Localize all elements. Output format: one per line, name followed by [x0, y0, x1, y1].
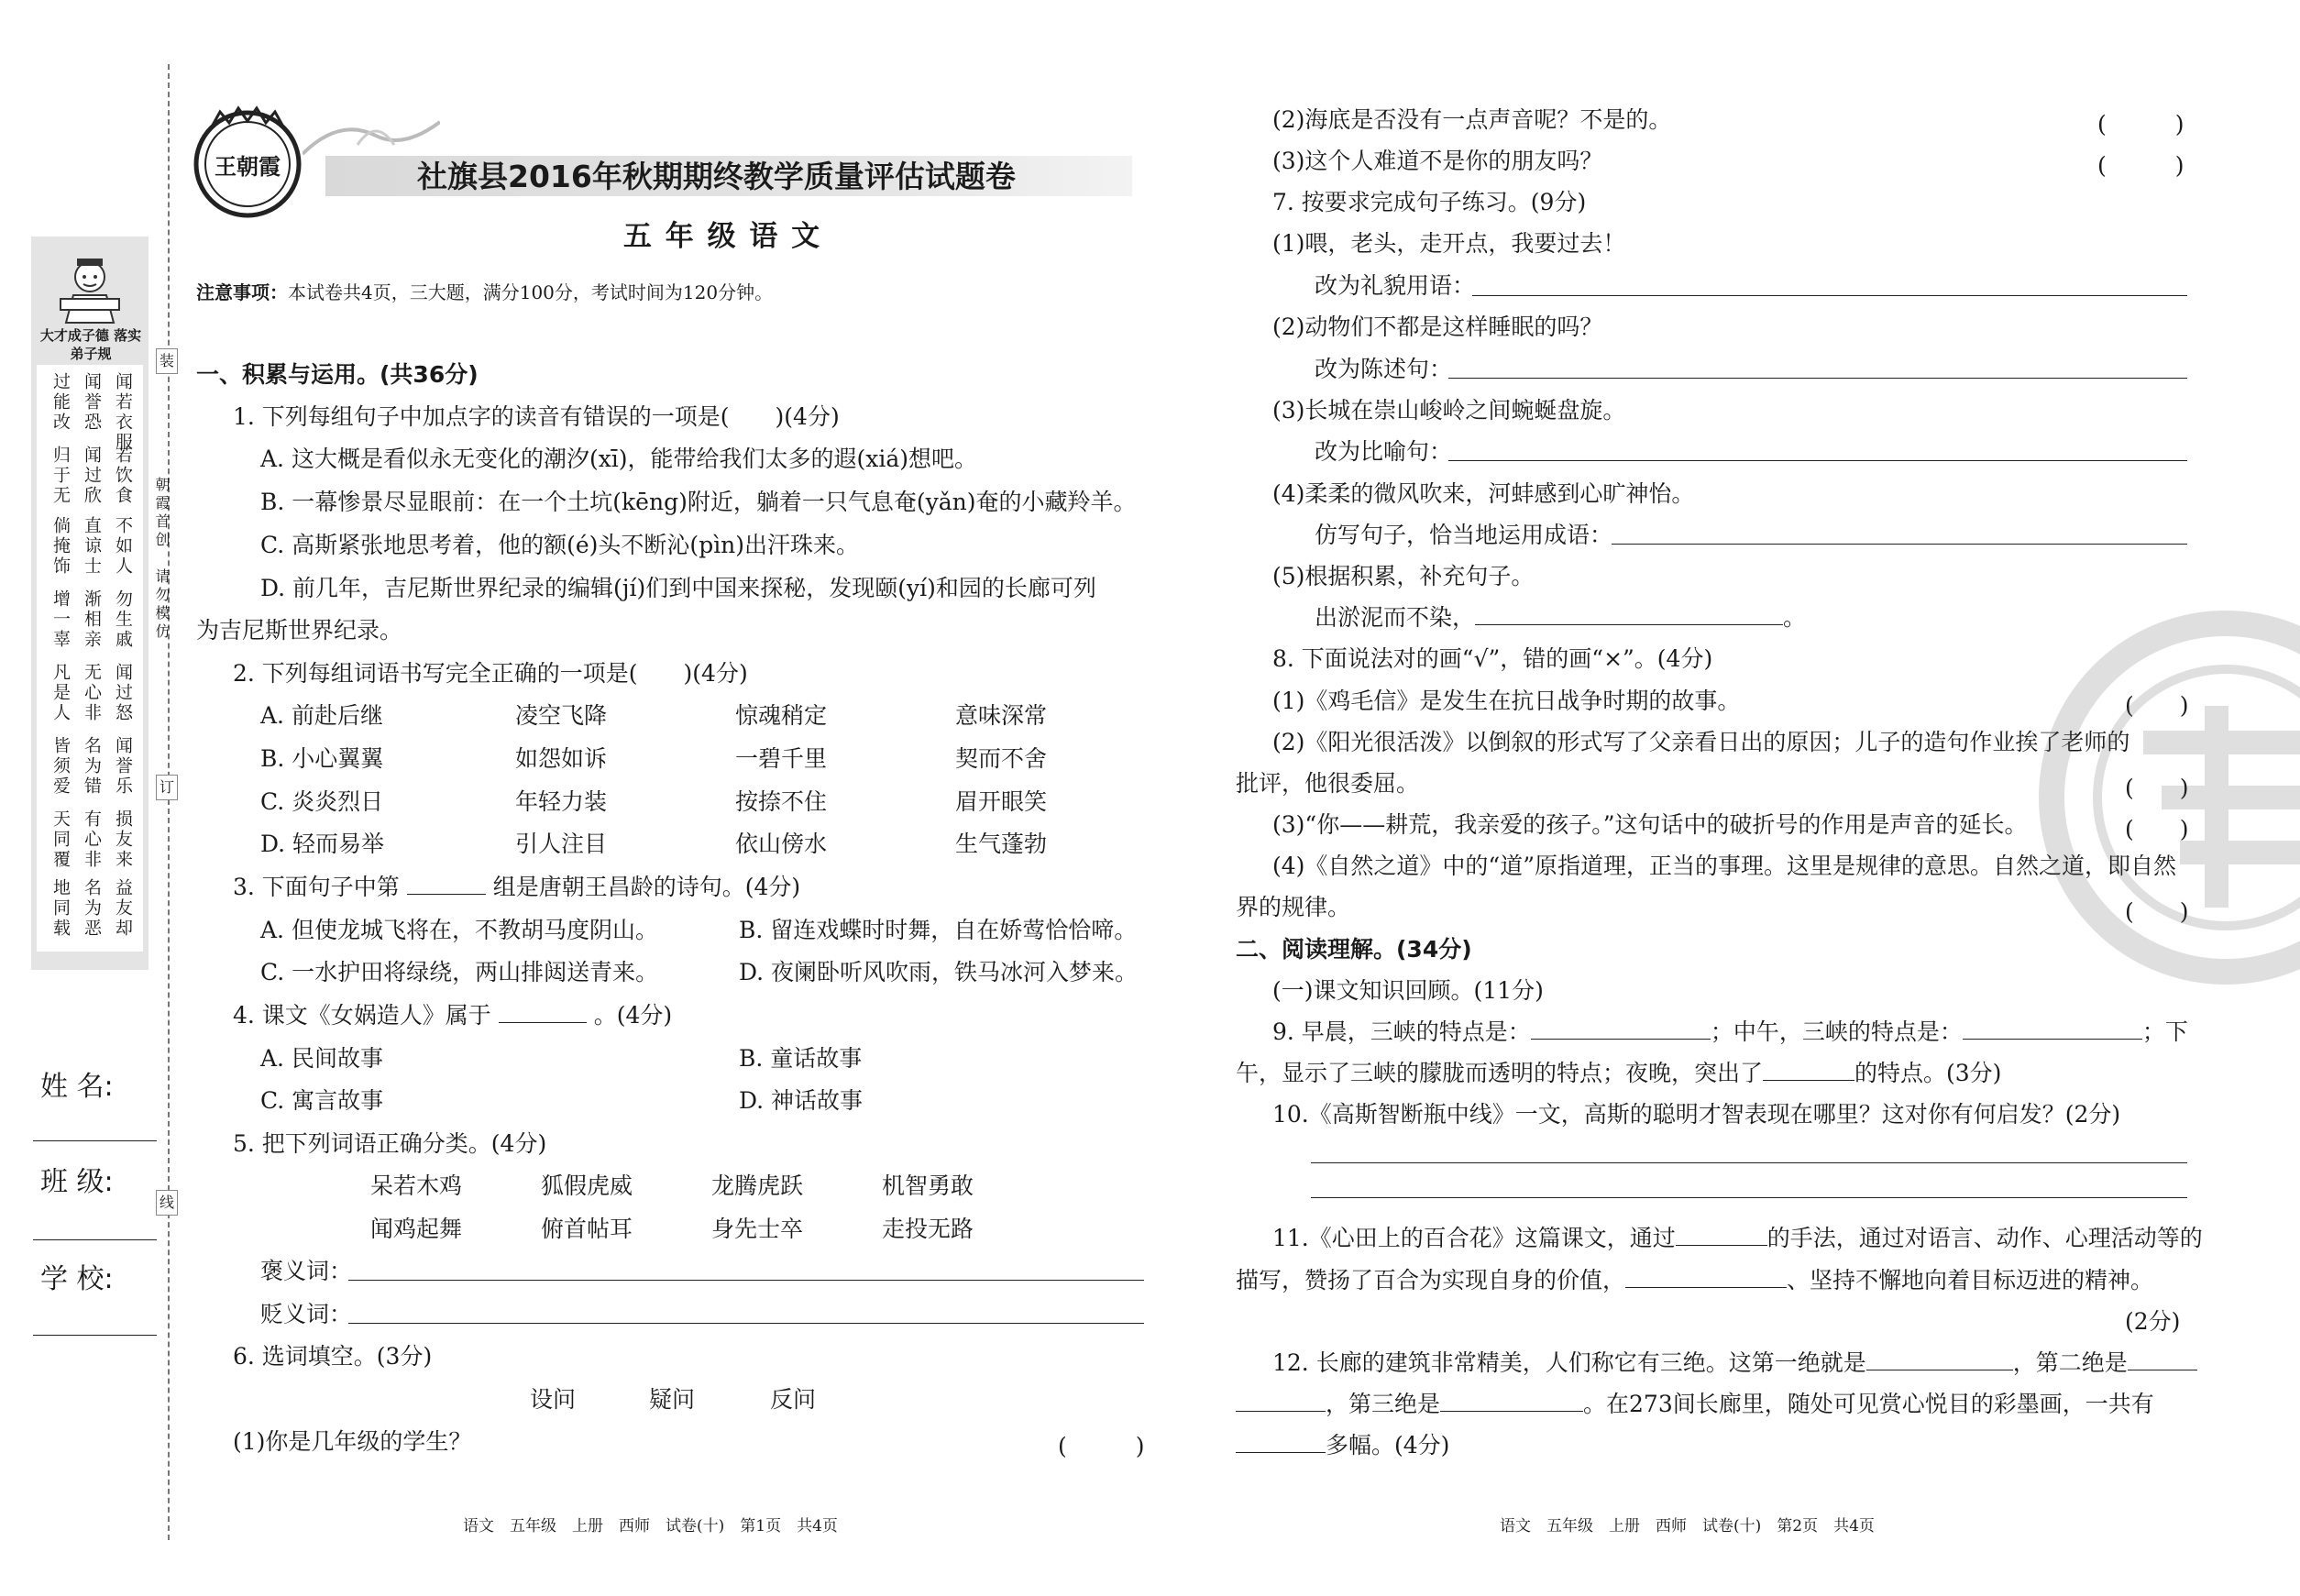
q7-item-5-task — [1315, 604, 1806, 632]
q12-blank-3[interactable] — [1440, 1391, 1583, 1412]
q2-c4: 眉开眼笑 — [955, 788, 1048, 815]
name-label: 姓 名: — [40, 1071, 114, 1103]
section2-heading: 二、阅读理解。(34分) — [1236, 936, 1472, 963]
q7-item-5: (5)根据积累，补充句子。 — [1272, 563, 1535, 589]
q3-option-d: D. 夜阑卧听风吹雨，铁马冰河入梦来。 — [739, 959, 1139, 985]
q2-c2: 年轻力装 — [515, 788, 608, 815]
q2-d4: 生气蓬勃 — [955, 831, 1048, 857]
q12-line-2 — [1236, 1391, 2154, 1418]
q9-blank-2[interactable] — [1963, 1018, 2142, 1040]
q11-line-2 — [1236, 1267, 2153, 1294]
q4-stem-b: 。(4分) — [593, 1002, 673, 1029]
section1-heading: 一、积累与运用。(共36分) — [196, 361, 479, 388]
q9-c: ；下 — [2141, 1018, 2188, 1045]
q2-a3: 惊魂稍定 — [735, 702, 828, 729]
q4-stem-a: 4. 课文《女娲造人》属于 — [233, 1002, 491, 1029]
q8-answer-2[interactable]: ( ) — [2125, 775, 2189, 801]
q12-e: 多幅。(4分) — [1326, 1432, 1450, 1458]
q8-stem: 8. 下面说法对的画“√”，错的画“×”。(4分) — [1272, 645, 1713, 672]
q11-blank-2[interactable] — [1625, 1267, 1787, 1288]
q7-item-5-a: 出淤泥而不染， — [1315, 604, 1476, 631]
q7-answer-5[interactable] — [1475, 604, 1783, 625]
q6-answer-1[interactable]: ( ) — [1058, 1433, 1145, 1459]
q3-blank[interactable] — [407, 874, 486, 895]
page-footer-2: 语文 五年级 上册 西师 试卷(十) 第2页 共4页 — [1500, 1517, 1875, 1535]
q10-stem: 10.《高斯智断瓶中线》一文，高斯的聪明才智表现在哪里？这对你有何启发？(2分) — [1272, 1101, 2121, 1128]
q2-stem: 2. 下列每组词语书写完全正确的一项是( )(4分) — [233, 660, 748, 687]
q1-option-d: D. 前几年，吉尼斯世界纪录的编辑(jí)们到中国来探秘，发现颐(yí)和园的长廊可列 — [260, 575, 1096, 601]
q6-word: 反问 — [770, 1386, 817, 1413]
q8-answer-4[interactable]: ( ) — [2125, 898, 2189, 925]
q12-blank-1[interactable] — [1866, 1349, 2013, 1370]
q2-b2: 如怨如诉 — [515, 745, 608, 772]
q11-c: 描写，赞扬了百合为实现自身的价值， — [1236, 1267, 1626, 1293]
sidebar-col: 无心非 — [82, 663, 102, 723]
q7-item-1: (1)喂，老头，走开点，我要过去！ — [1272, 230, 1626, 257]
q6-word: 设问 — [530, 1386, 577, 1413]
q5-word: 机智勇敢 — [882, 1172, 974, 1199]
sidebar-col: 勿生戚 — [113, 589, 133, 650]
sidebar-panel — [31, 237, 149, 970]
q1-option-a: A. 这大概是看似永无变化的潮汐(xī)，能带给我们太多的遐(xiá)想吧。 — [260, 446, 978, 472]
q5-word: 呆若木鸡 — [370, 1172, 463, 1199]
sidebar-col: 名为错 — [82, 736, 102, 797]
q12-blank-4[interactable] — [1236, 1432, 1326, 1453]
school-field[interactable] — [33, 1335, 157, 1336]
q7-item-3: (3)长城在崇山峻岭之间蜿蜒盘旋。 — [1272, 397, 1626, 424]
q2-b1: B. 小心翼翼 — [260, 745, 384, 772]
q4-option-c: C. 寓言故事 — [260, 1087, 384, 1114]
q2-c1: C. 炎炎烈日 — [260, 788, 384, 815]
exam-subtitle: 五 年 级 语 文 — [623, 220, 822, 253]
sidebar-col: 闻誉恐 — [82, 372, 102, 433]
gutter-mark-ding: 订 — [156, 775, 178, 800]
q2-a2: 凌空飞降 — [515, 702, 608, 729]
q10-answer-line-1[interactable] — [1311, 1162, 2187, 1163]
q7-item-2-task: 改为陈述句： — [1315, 356, 1453, 382]
q5-negative-label: 贬义词： — [260, 1301, 353, 1327]
q8-item-4-cont: 界的规律。 — [1236, 894, 1351, 920]
school-label: 学 校: — [40, 1263, 114, 1295]
q12-blank-2b[interactable] — [1236, 1391, 1326, 1412]
q2-a1: A. 前赴后继 — [260, 702, 383, 729]
exam-notice — [196, 279, 773, 306]
q3-stem — [233, 874, 800, 901]
q11-blank-1[interactable] — [1676, 1225, 1767, 1246]
q3-stem-b: 组是唐朝王昌龄的诗句。(4分) — [492, 874, 801, 900]
q8-item-1: (1)《鸡毛信》是发生在抗日战争时期的故事。 — [1272, 688, 1741, 714]
q1-option-c: C. 高斯紧张地思考着，他的额(é)头不断沁(pìn)出汗珠来。 — [260, 532, 860, 558]
q12-c: ，第三绝是 — [1326, 1391, 1441, 1417]
q2-d3: 依山傍水 — [735, 831, 828, 857]
q9-blank-1[interactable] — [1531, 1018, 1711, 1040]
sidebar-col: 闻若衣服 — [113, 372, 133, 453]
q11-line-1 — [1272, 1225, 2203, 1252]
q4-blank[interactable] — [499, 1002, 587, 1023]
sidebar-col: 若饮食 — [113, 446, 133, 506]
q7-answer-4[interactable] — [1612, 544, 2187, 545]
binding-line — [168, 64, 170, 1540]
q4-option-b: B. 童话故事 — [739, 1045, 863, 1072]
q8-item-3: (3)“你——耕荒，我亲爱的孩子。”这句话中的破折号的作用是声音的延长。 — [1272, 811, 2028, 838]
sidebar-col: 渐相亲 — [82, 589, 102, 650]
q7-answer-1[interactable] — [1472, 295, 2187, 296]
q2-c3: 按捺不住 — [735, 788, 828, 815]
q7-item-4-task: 仿写句子，恰当地运用成语： — [1315, 522, 1613, 548]
q3-stem-a: 3. 下面句子中第 — [233, 874, 400, 900]
q6-stem: 6. 选词填空。(3分) — [233, 1343, 433, 1370]
q5-positive-line[interactable] — [348, 1280, 1144, 1281]
q12-blank-2a[interactable] — [2128, 1349, 2197, 1370]
q5-word: 闻鸡起舞 — [370, 1216, 463, 1242]
q9-d: 午，显示了三峡的朦胧而透明的特点；夜晚，突出了 — [1236, 1060, 1764, 1086]
q7-item-4: (4)柔柔的微风吹来，河蚌感到心旷神怡。 — [1272, 480, 1695, 507]
q11-d: 、坚持不懈地向着目标迈进的精神。 — [1787, 1267, 2154, 1293]
q12-line-3 — [1236, 1432, 1449, 1459]
q8-answer-1[interactable]: ( ) — [2125, 692, 2189, 719]
sidebar-col: 过能改 — [50, 372, 71, 433]
q7-stem: 7. 按要求完成句子练习。(9分) — [1272, 189, 1587, 215]
gutter-mark-xian: 线 — [156, 1190, 178, 1216]
sidebar-col: 凡是人 — [50, 663, 71, 723]
sidebar-col: 名为恶 — [82, 878, 102, 939]
sidebar-col: 益友却 — [113, 878, 133, 939]
watermark-seal — [2033, 605, 2300, 990]
q10-answer-line-2[interactable] — [1311, 1197, 2187, 1198]
sidebar-col: 地同载 — [50, 878, 71, 939]
name-field[interactable] — [33, 1140, 157, 1141]
scholar-illustration — [53, 251, 127, 325]
sidebar-col: 闻过欣 — [82, 446, 102, 506]
q7-answer-3[interactable] — [1448, 460, 2187, 461]
notice-text: 本试卷共4页，三大题，满分100分，考试时间为120分钟。 — [288, 281, 774, 303]
class-field[interactable] — [33, 1239, 157, 1240]
q2-d2: 引人注目 — [515, 831, 608, 857]
q5-word: 俯首帖耳 — [541, 1216, 633, 1242]
q3-option-c: C. 一水护田将绿绕，两山排闼送青来。 — [260, 959, 659, 985]
sidebar-col: 倘掩饰 — [50, 516, 71, 577]
q2-d1: D. 轻而易举 — [260, 831, 385, 857]
q8-item-2: (2)《阳光很活泼》以倒叙的形式写了父亲看日出的原因；儿子的造句作业挨了老师的 — [1272, 729, 2130, 755]
q9-line-1 — [1272, 1018, 2188, 1046]
notice-label: 注意事项： — [196, 281, 288, 303]
q11-a: 11.《心田上的百合花》这篇课文，通过 — [1272, 1225, 1676, 1251]
q4-stem — [233, 1002, 672, 1029]
q5-word: 身先士卒 — [711, 1216, 804, 1242]
q9-e: 的特点。(3分) — [1854, 1060, 2002, 1086]
q11-score: (2分) — [2125, 1308, 2181, 1335]
q6-answer-2[interactable]: ( ) — [2097, 111, 2184, 138]
q4-option-a: A. 民间故事 — [260, 1045, 383, 1072]
sidebar-col: 直谅士 — [82, 516, 102, 577]
q4-option-d: D. 神话故事 — [739, 1087, 864, 1114]
exam-title: 社旗县2016年秋期期终教学质量评估试题卷 — [417, 159, 1016, 194]
q5-word: 走投无路 — [882, 1216, 974, 1242]
sidebar-col: 闻过怒 — [113, 663, 133, 723]
sidebar-col: 增一辜 — [50, 589, 71, 650]
q12-d: 。在273间长廊里，随处可见赏心悦目的彩墨画，一共有 — [1583, 1391, 2154, 1417]
q5-stem: 5. 把下列词语正确分类。(4分) — [233, 1130, 547, 1157]
q1-option-b: B. 一幕惨景尽显眼前：在一个土坑(kēng)附近，躺着一只气息奄(yǎn)奄的小藏羚羊。 — [260, 489, 1137, 515]
class-label: 班 级: — [40, 1166, 114, 1198]
logo-text: 王朝霞 — [215, 153, 281, 180]
q5-word: 龙腾虎跃 — [711, 1172, 804, 1199]
q7-answer-2[interactable] — [1448, 378, 2187, 379]
q2-a4: 意味深常 — [955, 702, 1048, 729]
q9-b: ；中午，三峡的特点是： — [1710, 1018, 1963, 1045]
brand-logo — [188, 103, 307, 222]
q12-b: ，第二绝是 — [2012, 1349, 2128, 1376]
q7-item-2: (2)动物们不都是这样睡眠的吗？ — [1272, 314, 1603, 340]
q7-item-5-b: 。 — [1783, 604, 1807, 631]
q6-answer-3[interactable]: ( ) — [2097, 152, 2184, 179]
q7-item-1-task: 改为礼貌用语： — [1315, 272, 1476, 299]
q6-word: 疑问 — [649, 1386, 696, 1413]
q9-blank-3[interactable] — [1763, 1060, 1854, 1081]
q9-a: 9. 早晨，三峡的特点是： — [1272, 1018, 1531, 1045]
sidebar-col: 有心非 — [82, 809, 102, 870]
q2-b4: 契而不舍 — [955, 745, 1048, 772]
sidebar-col: 不如人 — [113, 516, 133, 577]
gutter-mark-zhuang: 装 — [156, 348, 178, 374]
subsection-1: (一)课文知识回顾。(11分) — [1272, 977, 1544, 1004]
sidebar-col: 损友来 — [113, 809, 133, 870]
gutter-note-original: 朝霞首创 — [153, 477, 171, 550]
q1-stem: 1. 下列每组句子中加点字的读音有错误的一项是( )(4分) — [233, 403, 840, 430]
q1-option-d-cont: 为吉尼斯世界纪录。 — [196, 617, 403, 644]
q6-sentence-1: (1)你是几年级的学生？ — [233, 1428, 472, 1455]
q6-sentence-3: (3)这个人难道不是你的朋友吗？ — [1272, 148, 1603, 174]
q5-negative-line[interactable] — [348, 1323, 1144, 1324]
sidebar-motto: 大才成子德 落实弟子规 — [39, 327, 142, 362]
sidebar-col: 天同覆 — [50, 809, 71, 870]
sidebar-col: 闻誉乐 — [113, 736, 133, 797]
q11-b: 的手法，通过对语言、动作、心理活动等的 — [1766, 1225, 2203, 1251]
q8-item-2-cont: 批评，他很委屈。 — [1236, 770, 1420, 797]
q7-item-3-task: 改为比喻句： — [1315, 438, 1453, 465]
q8-answer-3[interactable]: ( ) — [2125, 816, 2189, 842]
gutter-note-no-copy: 请勿模仿 — [153, 568, 171, 642]
q6-sentence-2: (2)海底是否没有一点声音呢？不是的。 — [1272, 106, 1672, 133]
q2-b3: 一碧千里 — [735, 745, 828, 772]
ribbon-decoration — [303, 108, 440, 163]
sidebar-col: 皆须爱 — [50, 736, 71, 797]
q3-option-b: B. 留连戏蝶时时舞，自在娇莺恰恰啼。 — [739, 917, 1138, 943]
q12-line-1 — [1272, 1349, 2197, 1377]
q5-positive-label: 褒义词： — [260, 1258, 353, 1284]
q8-item-4: (4)《自然之道》中的“道”原指道理，正当的事理。这里是规律的意思。自然之道，即自然 — [1272, 853, 2176, 879]
q5-word: 狐假虎威 — [541, 1172, 633, 1199]
q12-a: 12. 长廊的建筑非常精美，人们称它有三绝。这第一绝就是 — [1272, 1349, 1866, 1376]
sidebar-col: 归于无 — [50, 446, 71, 506]
q3-option-a: A. 但使龙城飞将在，不教胡马度阴山。 — [260, 917, 658, 943]
page-footer-1: 语文 五年级 上册 西师 试卷(十) 第1页 共4页 — [463, 1517, 838, 1535]
q9-line-2 — [1236, 1060, 2001, 1087]
